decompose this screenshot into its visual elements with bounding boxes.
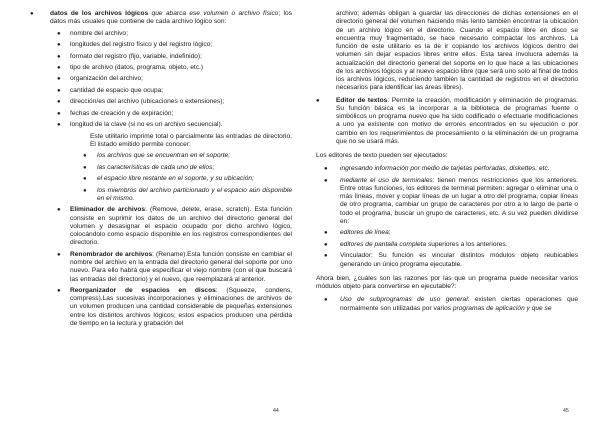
question-paragraph: Ahora bien, ¿cuáles son las razones por las que un programa puede necesitar varios módulos objeto para convertirse en ejecutable?: <box>316 274 578 290</box>
bullet-icon: ● <box>324 241 328 248</box>
list-item: ● tipo de archivo (datos, programa, objeto, etc.) <box>57 64 204 71</box>
right-page <box>316 10 578 316</box>
left-page <box>30 10 292 331</box>
intro-italic: que abarca ese volumen o archivo físico <box>148 10 279 17</box>
bullet-icon: ● <box>316 97 320 104</box>
bullet-icon: ● <box>324 253 328 260</box>
list-item: ● longitudes del registro físico y del registro lógico; <box>57 41 213 49</box>
bullet-icon: ● <box>324 166 328 173</box>
utility-paragraph: Este utilitario imprime total o parcialmente las entradas de directorio. El listado emitido permite conocer: <box>90 132 292 148</box>
page-number-right: 45 <box>563 408 569 414</box>
archive-data-list <box>30 30 292 130</box>
list-item: ● editores de pantalla completa superiores a los anteriores. <box>324 240 508 248</box>
bullet-icon: ● <box>57 251 61 258</box>
page-number-left: 44 <box>273 408 279 414</box>
utility-operations-list <box>30 206 292 328</box>
list-item: ● los archivos que se encuentran en el soporte; <box>83 152 231 160</box>
bullet-icon: ● <box>324 230 328 237</box>
list-item: ● fechas de creación y de expiración; <box>57 109 174 117</box>
bullet-icon: ● <box>57 65 61 71</box>
reasons-list <box>316 296 578 313</box>
bullet-icon: ● <box>57 53 61 60</box>
bullet-icon: ● <box>57 42 61 49</box>
intro-bold: datos de los archivos lógicos <box>50 10 149 17</box>
bullet-icon: ● <box>57 30 61 37</box>
list-item: ● el espacio libre restante en el soporte, y su ubicación; <box>83 175 254 183</box>
bullet-icon: ● <box>57 99 61 106</box>
bullet-icon: ● <box>83 153 87 160</box>
bullet-icon: ● <box>57 87 61 94</box>
terminal-editors-list <box>316 229 578 268</box>
bullet-icon: ● <box>57 110 61 117</box>
list-item: ● nombre del archivo; <box>57 29 128 37</box>
list-item: ● las características de cada uno de ellos; <box>83 163 215 171</box>
bullet-icon: ● <box>83 164 87 171</box>
list-item: ● editores de línea; <box>324 229 391 237</box>
editors-intro: Los editores de texto pueden ser ejecutados: <box>316 152 448 159</box>
list-item: ● organización del archivo; <box>57 75 143 83</box>
bullet-icon: ● <box>324 177 328 184</box>
execution-modes-list <box>316 165 578 226</box>
list-item: ● los miembros del archivo particionado y el espacio aún disponible en el mismo. <box>83 186 292 202</box>
intro-rest: ; los datos más usuales que contiene de cada archivo lógico son: <box>50 10 293 26</box>
list-item: ● formato del registro (fijo, variable, indefinido); <box>57 52 202 60</box>
continuation-paragraph: archivo; además obligan a guardar las direcciones de dichas extensiones en el directorio general del volumen haciendo más lento también encontrar la ubicación de un archivo lógico en el directorio. Cuando el espacio libre en disco se encuentra muy fragmentado, se hace necesario compactar los archivos. La función de este utilitario es la de ir copiando los archivos lógicos dentro del volumen sin dejar espacios libres entre ellos. Esta tarea involucra además la actualización del directorio general del soporte en lo que hace a las ubicaciones de los archivos lógicos y al nuevo espacio libre (que será uno solo al final de todos los archivos lógicos, reduciendo también la cantidad de registros en el directorio necesarios para identificar las áreas libres). <box>336 10 578 92</box>
bullet-icon: ● <box>57 122 61 129</box>
list-item: ● cantidad de espacio que ocupa; <box>57 86 164 94</box>
list-item: ● Uso de subprogramas de uso general: existen ciertas operaciones que normalmente son utilizadas por varios programas de aplicación y que se <box>324 296 578 312</box>
operation-item: ● Eliminador de archivos: (Remove, delete, erase, scratch). Esta función consiste en suprimir los datos de un archivo del directorio general del volumen y desasignar el espacio ocupado por dicho archivo lógico, colocándolo como espacio disponible en los registros correspondientes del directorio. <box>57 206 293 247</box>
linker-item: ● Vinculador: Su función es vincular distintos módulos objeto reubicables generando un único programa ejecutable. <box>324 252 578 268</box>
list-item: ● dirección/es del archivo (ubicaciones o extensiones); <box>57 98 225 106</box>
operation-item: ● Reorganizador de espacios en discos: (Squeeze, condens, compress).Las sucesivas incorporaciones y eliminaciones de archivos de un volumen producen una cantidad considerable de pequeñas extensiones entre los distintos archivos lógicos; estos espacios producen una pérdida de tiempo en la lectura y grabación del <box>57 286 292 327</box>
bullet-icon: ● <box>57 76 61 83</box>
bullet-icon: ● <box>57 287 61 294</box>
list-item: ● ingresando información por medio de tarjetas perforadas, diskettes, etc. <box>324 165 550 173</box>
bullet-icon: ● <box>57 207 61 214</box>
list-item: ● mediante el uso de terminales: tienen menos restricciones que los anteriores. Entre otras funciones, los editores de terminal permiten: agregar o eliminar una o más líneas, mover y copiar líneas de un lugar a otro del programa, copiar líneas de otro programa, cambiar un grupo de caracteres por otro a lo largo de parte o todo el programa, buscar un grupo de caracteres, etc. A su vez pueden dividirse en: <box>324 176 578 225</box>
intro-bullet <box>30 10 292 27</box>
bullet-icon: ● <box>30 11 34 17</box>
operation-item-editor: ● Editor de textos: Permite la creación, modificación y eliminación de programas. Su función básica es la incorporar a la biblioteca de programas fuente o simbólicos un programa nuevo que ha sido codificado o efectuarle modificaciones a uno ya existente con motivo de errores encontrados en su ejecución o por cambio en los requerimientos de procesamiento o la eliminación de un programa que no se usará más. <box>316 96 578 145</box>
operation-item: ● Renombrador de archivos: (Rename).Esta función consiste en cambiar el nombre del archivo en la entrada del directorio general del soporte por uno nuevo. Para ello habrá que especificar el viejo nombre (con el que buscará las entradas del directorio) y el nuevo, que reemplazará al anterior. <box>57 250 292 283</box>
list-item: ● longitud de la clave (si no es un archivo secuencial). <box>57 121 223 129</box>
bullet-icon: ● <box>83 176 87 183</box>
bullet-icon: ● <box>324 297 328 304</box>
directory-listing-list <box>30 152 292 203</box>
bullet-icon: ● <box>83 187 87 194</box>
